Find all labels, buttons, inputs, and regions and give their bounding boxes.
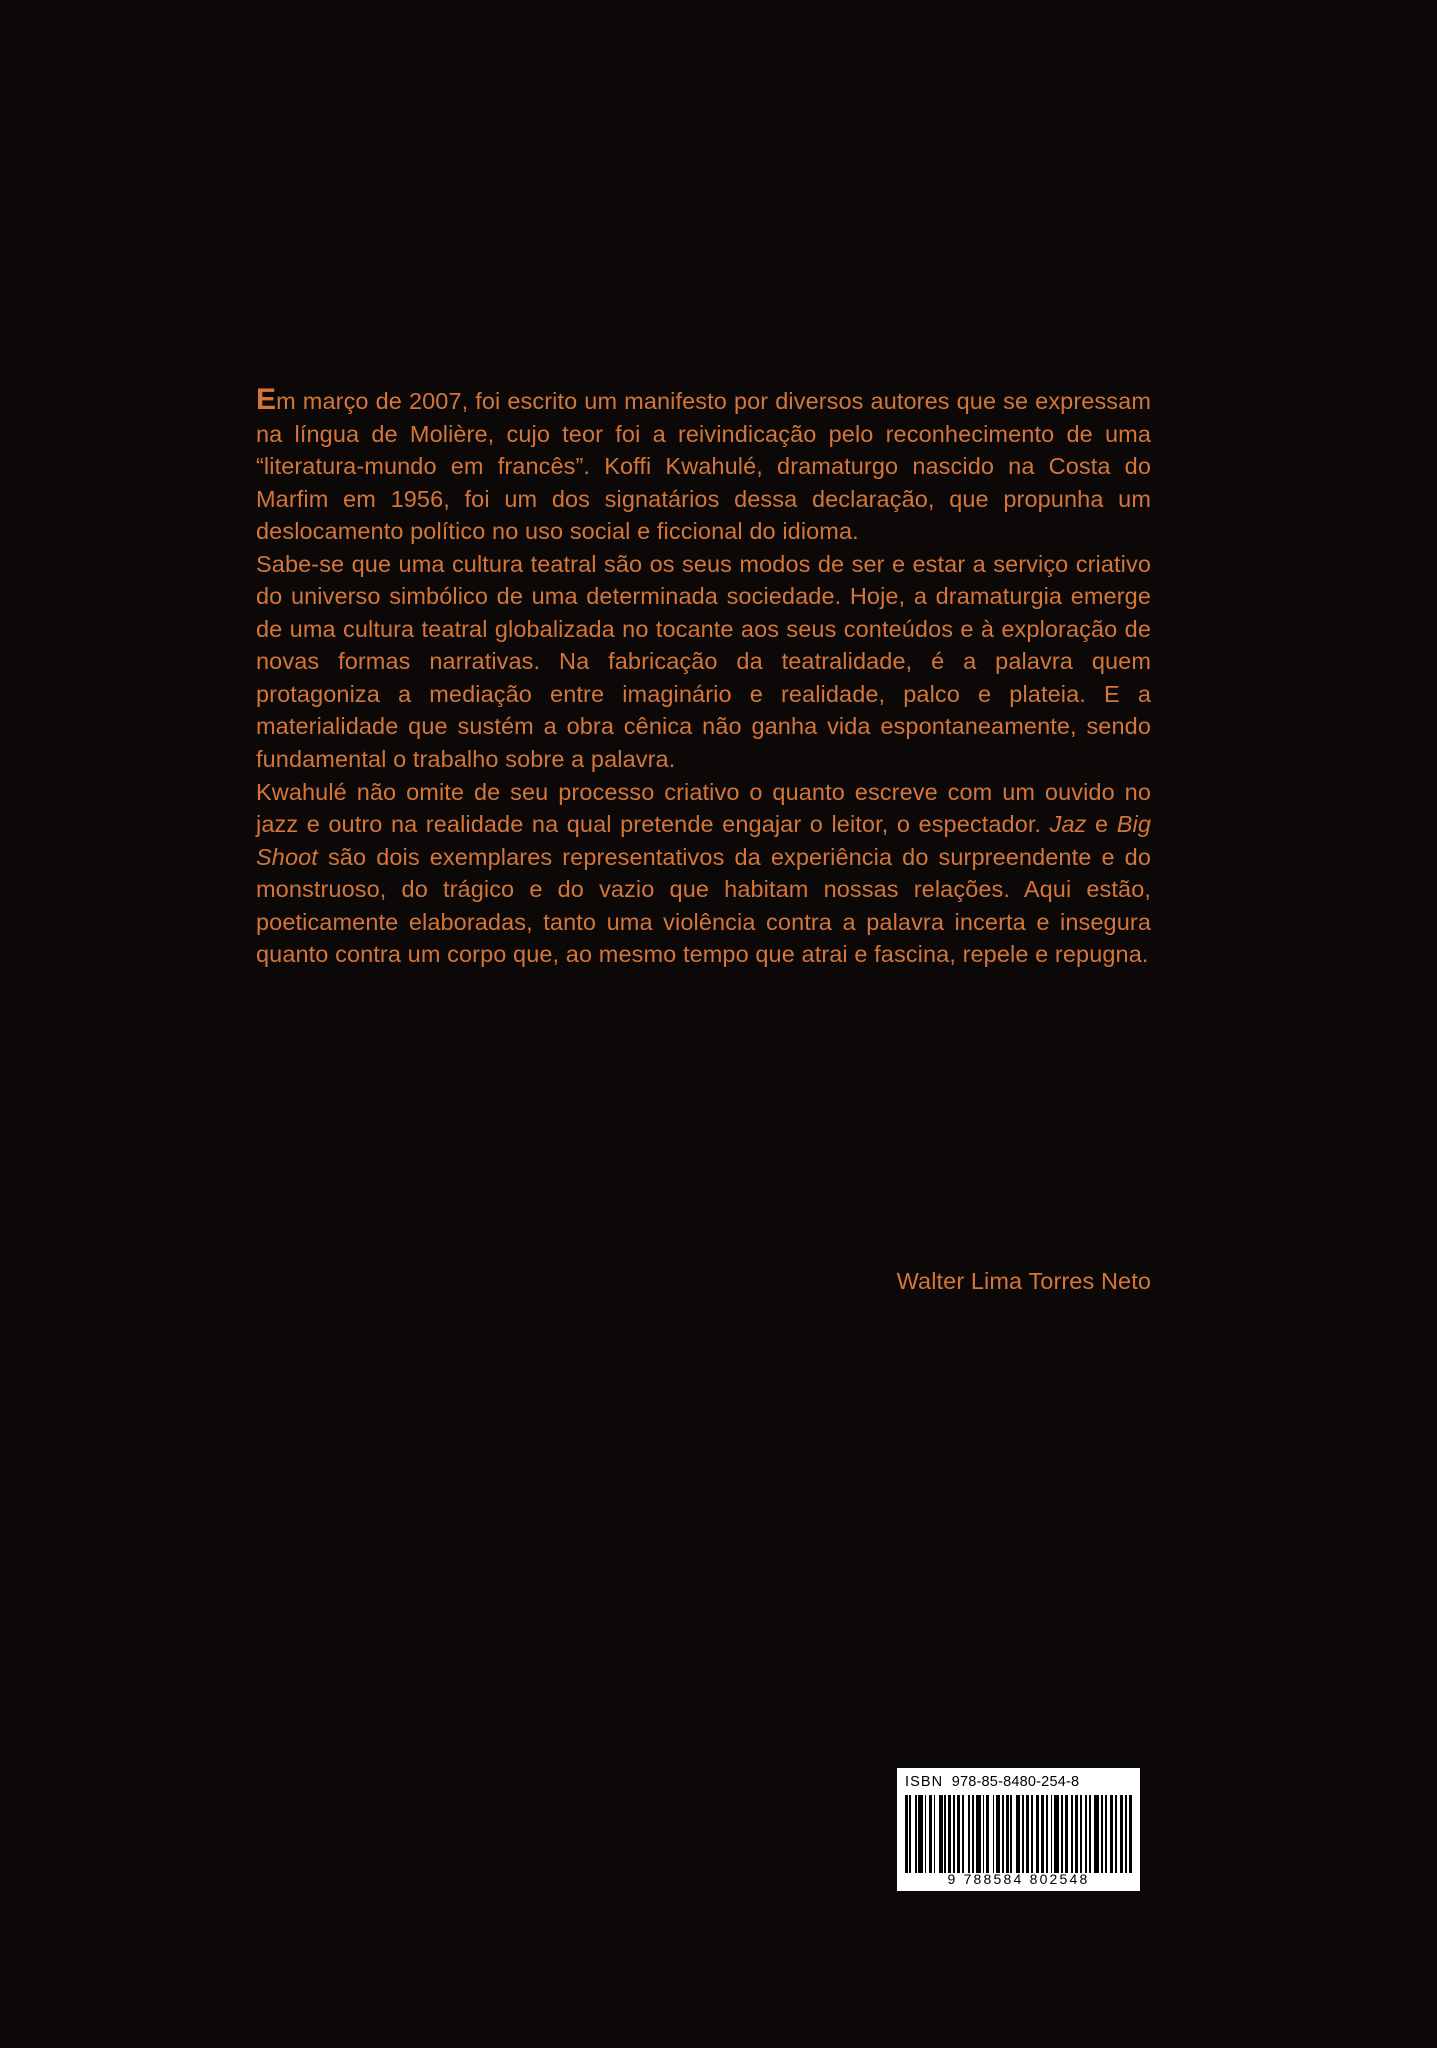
blurb-paragraph-3-conjunction: e	[1086, 811, 1117, 838]
blurb-author-credit: Walter Lima Torres Neto	[896, 1268, 1151, 1294]
blurb-paragraph-3-part2: são dois exemplares representativos da experiência do surpreendente e do monstruoso, do trágico e do vazio que habitam nossas relações. Aqui estão, poeticamente elaboradas, tanto uma violência contra a palavra incerta e insegura quanto contra um corpo que, ao mesmo tempo que atrai e fascina, repele e repugna.	[256, 843, 1151, 968]
isbn-line	[905, 1774, 1132, 1790]
blurb-text-block	[256, 385, 1151, 971]
isbn-barcode-block	[897, 1768, 1140, 1891]
work-title-jaz: Jaz	[1049, 811, 1087, 838]
work-title-big-shoot: Big Shoot	[256, 811, 1151, 870]
blurb-paragraph-2-text: Sabe-se que uma cultura teatral são os seus modos de ser e estar a serviço criativo do universo simbólico de uma determinada sociedade. Hoje, a dramaturgia emerge de uma cultura teatral globalizada no tocante aos seus conteúdos e à exploração de novas formas narrativas. Na fabricação da teatralidade, é a palavra quem protagoniza a mediação entre imaginário e realidade, palco e plateia. E a materialidade que sustém a obra cênica não ganha vida espontaneamente, sendo fundamental o trabalho sobre a palavra.	[256, 550, 1151, 773]
isbn-label: ISBN	[905, 1774, 944, 1790]
drop-cap-letter: E	[256, 383, 277, 416]
blurb-paragraph-1	[256, 385, 1151, 548]
barcode-bar	[1129, 1795, 1132, 1873]
isbn-number: 978-85-8480-254-8	[951, 1774, 1080, 1790]
barcode-digits: 9 788584 802548	[947, 1871, 1090, 1887]
barcode-image	[905, 1795, 1132, 1887]
blurb-paragraph-3-part1: Kwahulé não omite de seu processo criativo o quanto escreve com um ouvido no jazz e outro na realidade na qual pretende engajar o leitor, o espectador.	[256, 778, 1151, 838]
blurb-paragraph-1-text: m março de 2007, foi escrito um manifesto por diversos autores que se expressam na língua de Molière, cujo teor foi a reivindicação pelo reconhecimento de uma “literatura-mundo em francês”. Koffi Kwahulé, dramaturgo nascido na Costa do Marfim em 1956, foi um dos signatários dessa declaração, que propunha um deslocamento político no uso social e ficcional do idioma.	[256, 388, 1151, 545]
barcode-bars	[905, 1795, 1132, 1873]
blurb-paragraph-3	[256, 776, 1151, 971]
blurb-paragraph-2	[256, 548, 1151, 776]
